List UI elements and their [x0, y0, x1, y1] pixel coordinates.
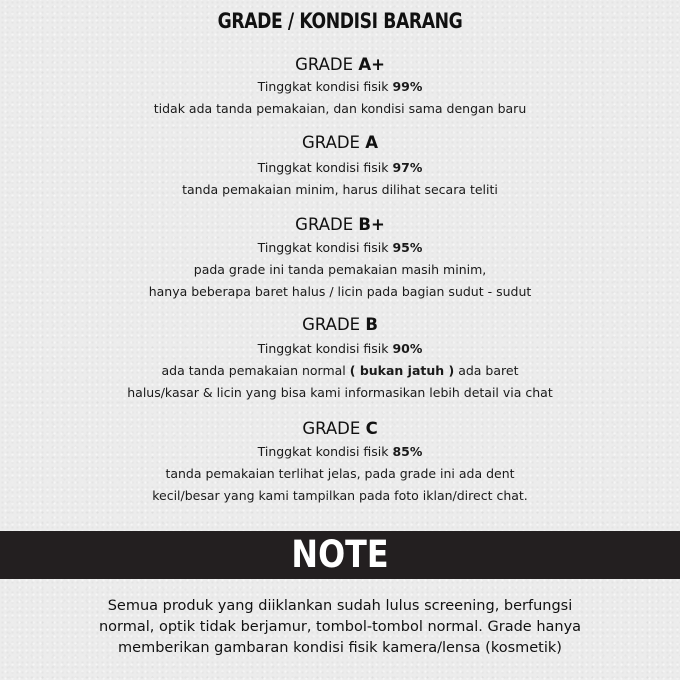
grade-title — [0, 54, 680, 76]
grade-word: GRADE — [295, 55, 354, 74]
description-text: ada tanda pemakaian normal — [161, 363, 346, 378]
grade-b-plus-section — [0, 214, 680, 303]
condition-value: 90% — [392, 341, 423, 356]
grade-title — [0, 314, 680, 336]
grade-word: GRADE — [302, 419, 361, 438]
description-line — [0, 360, 680, 382]
page-title: GRADE / KONDISI BARANG — [217, 9, 463, 33]
note-banner — [0, 531, 680, 579]
description-line: halus/kasar & licin yang bisa kami informasikan lebih detail via chat — [127, 385, 553, 400]
description-line: tanda pemakaian minim, harus dilihat secara teliti — [182, 182, 498, 197]
condition-line — [0, 237, 680, 259]
grade-a-section — [0, 132, 680, 201]
grade-word: GRADE — [301, 133, 360, 152]
grade-letter: B — [365, 315, 378, 334]
condition-line — [0, 157, 680, 179]
description-line: hanya beberapa baret halus / licin pada bagian sudut - sudut — [148, 284, 532, 299]
grade-a-plus-section — [0, 54, 680, 120]
grade-c-section — [0, 418, 680, 507]
grade-letter: C — [365, 419, 378, 438]
condition-prefix: Tinggkat kondisi fisik — [257, 341, 389, 356]
condition-prefix: Tinggkat kondisi fisik — [257, 444, 389, 459]
condition-line — [0, 441, 680, 463]
condition-prefix: Tinggkat kondisi fisik — [257, 79, 389, 94]
note-line: memberikan gambaran kondisi fisik kamera/lensa (kosmetik) — [118, 640, 562, 656]
grade-letter: A — [365, 133, 379, 152]
grade-title — [0, 418, 680, 440]
condition-value: 95% — [392, 240, 423, 255]
note-title: NOTE — [291, 533, 389, 576]
description-line: pada grade ini tanda pemakaian masih minim, — [193, 262, 487, 277]
description-emphasis: ( bukan jatuh ) — [349, 363, 455, 378]
grade-word: GRADE — [302, 315, 361, 334]
grade-title — [0, 132, 680, 154]
condition-prefix: Tinggkat kondisi fisik — [257, 160, 389, 175]
description-line: tidak ada tanda pemakaian, dan kondisi sama dengan baru — [153, 101, 527, 116]
note-line: normal, optik tidak berjamur, tombol-tombol normal. Grade hanya — [98, 619, 582, 635]
description-line: tanda pemakaian terlihat jelas, pada grade ini ada dent — [165, 466, 515, 481]
condition-line — [0, 76, 680, 98]
description-text: ada baret — [458, 363, 519, 378]
condition-value: 97% — [392, 160, 423, 175]
grade-word: GRADE — [295, 215, 354, 234]
condition-prefix: Tinggkat kondisi fisik — [257, 240, 389, 255]
description-line: kecil/besar yang kami tampilkan pada foto iklan/direct chat. — [152, 488, 528, 503]
condition-line — [0, 338, 680, 360]
grade-letter: B+ — [358, 215, 385, 234]
condition-value: 99% — [392, 79, 423, 94]
note-body — [0, 596, 680, 659]
grade-b-section — [0, 314, 680, 404]
grade-letter: A+ — [358, 55, 385, 74]
note-line: Semua produk yang diiklankan sudah lulus screening, berfungsi — [107, 598, 573, 614]
condition-value: 85% — [392, 444, 423, 459]
grade-title — [0, 214, 680, 236]
